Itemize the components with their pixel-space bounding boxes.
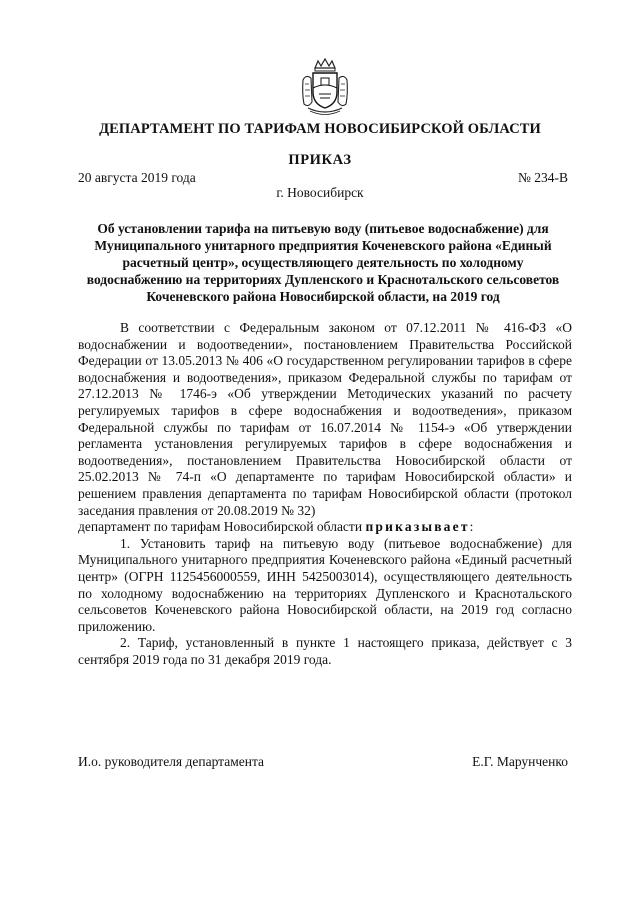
title-line: водоснабжению на территориях Дупленского и Краснотальского сельсоветов <box>86 272 560 287</box>
order-number: № 234-В <box>517 170 568 185</box>
order-item-1: 1. Установить тариф на питьевую воду (питьевое водоснабжение) для Муниципального унитарного предприятия Коченевского района «Единый расчетный центр» (ОГРН 1125456000559, ИНН 5425003014), осуществляющего деятельность по холодному водоснабжению на территориях Дупленского и Краснотальского сельсоветов Коченевского района Новосибирской области, на 2019 год согласно приложению. <box>78 535 572 634</box>
signatory-role: И.о. руководителя департамента <box>78 754 265 769</box>
title-line: Об установлении тарифа на питьевую воду (питьевое водоснабжение) для <box>97 221 549 236</box>
title-line: расчетный центр», осуществляющего деятельность по холодному <box>122 255 524 270</box>
order-body <box>78 320 572 668</box>
title-line: Коченевского района Новосибирской области, на 2019 год <box>146 289 500 304</box>
decree-word: приказывает <box>365 519 470 535</box>
decree-line <box>78 519 572 536</box>
coat-of-arms-emblem <box>300 58 350 116</box>
order-city: г. Новосибирск <box>276 185 364 200</box>
coat-of-arms-icon <box>300 58 350 116</box>
document-type: ПРИКАЗ <box>288 152 352 168</box>
order-item-2: 2. Тариф, установленный в пункте 1 настоящего приказа, действует с 3 сентября 2019 года по 31 декабря 2019 года. <box>78 635 572 667</box>
signatory-name: Е.Г. Марунченко <box>472 754 568 769</box>
order-date: 20 августа 2019 года <box>78 170 196 185</box>
order-title <box>76 220 570 305</box>
title-line: Муниципального унитарного предприятия Коченевского района «Единый <box>94 238 552 253</box>
decree-suffix: : <box>469 519 474 535</box>
preamble-paragraph: В соответствии с Федеральным законом от 07.12.2011 № 416-ФЗ «О водоснабжении и водоотведении», постановлением Правительства Российской Федерации от 13.05.2013 № 406 «О государственном регулировании тарифов в сфере водоснабжения и водоотведения», приказом Федеральной службы по тарифам от 27.12.2013 № 1746-э «Об утверждении Методических указаний по расчету регулируемых тарифов в сфере водоснабжения и водоотведения», приказом Федеральной службы по тарифам от 16.07.2014 № 1154-э «Об утверждении регламента установления регулируемых тарифов в сфере водоснабжения и водоотведения», постановлением Правительства Новосибирской области от 25.02.2013 № 74-п «О департаменте по тарифам Новосибирской области» и решением правления департамента по тарифам Новосибирской области (протокол заседания правления от 20.08.2019 № 32) <box>78 320 572 518</box>
decree-prefix: департамент по тарифам Новосибирской области <box>78 519 366 535</box>
department-name: ДЕПАРТАМЕНТ ПО ТАРИФАМ НОВОСИБИРСКОЙ ОБЛАСТИ <box>99 121 541 137</box>
